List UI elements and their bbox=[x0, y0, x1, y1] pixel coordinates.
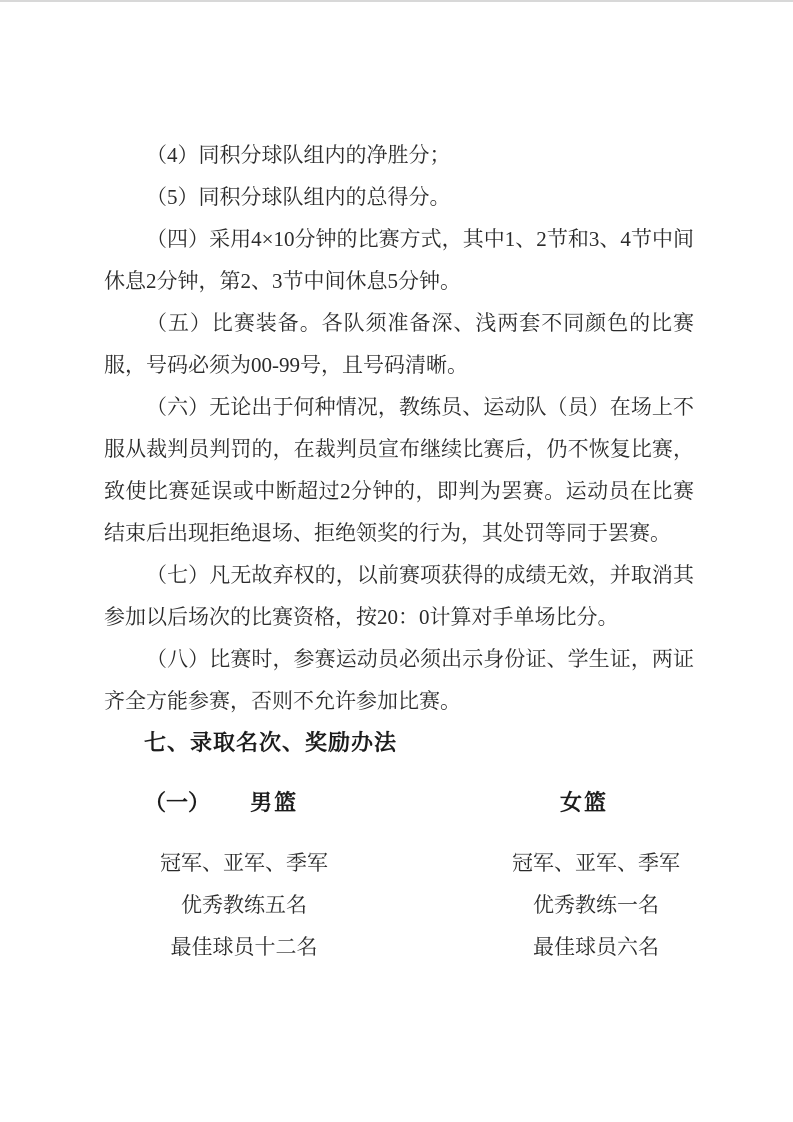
section-heading: 七、录取名次、奖励办法 bbox=[144, 730, 398, 755]
award-title-row bbox=[104, 782, 694, 824]
award-row-coaches bbox=[104, 884, 694, 926]
women-award-champions: 冠军、亚军、季军 bbox=[512, 851, 680, 875]
women-basketball-title: 女篮 bbox=[560, 790, 609, 815]
men-basketball-title: 男篮 bbox=[250, 790, 299, 815]
women-award-best-players: 最佳球员六名 bbox=[533, 935, 659, 959]
women-award-coaches: 优秀教练一名 bbox=[533, 893, 659, 917]
paragraph-item-eight: （八）比赛时，参赛运动员必须出示身份证、学生证，两证齐全方能参赛，否则不允许参加比赛。 bbox=[104, 647, 694, 713]
paragraph-sub-5: （5）同积分球队组内的总得分。 bbox=[146, 185, 451, 209]
paragraph-item-seven: （七）凡无故弃权的，以前赛项获得的成绩无效，并取消其参加以后场次的比赛资格，按20：0计算对手单场比分。 bbox=[104, 563, 694, 629]
paragraph-item-five: （五）比赛装备。各队须准备深、浅两套不同颜色的比赛服，号码必须为00-99号，且号码清晰。 bbox=[104, 311, 694, 377]
men-award-coaches: 优秀教练五名 bbox=[181, 893, 307, 917]
document-content bbox=[104, 134, 694, 968]
award-row-champions bbox=[104, 842, 694, 884]
award-row-best-players bbox=[104, 926, 694, 968]
paragraph-item-six: （六）无论出于何种情况，教练员、运动队（员）在场上不服从裁判员判罚的，在裁判员宣布继续比赛后，仍不恢复比赛，致使比赛延误或中断超过2分钟的，即判为罢赛。运动员在比赛结束后出现拒绝退场、拒绝领奖的行为，其处罚等同于罢赛。 bbox=[104, 395, 694, 545]
award-item-number: （一） bbox=[144, 790, 211, 815]
awards-list bbox=[104, 842, 694, 968]
paragraph-item-four: （四）采用4×10分钟的比赛方式，其中1、2节和3、4节中间休息2分钟，第2、3节中间休息5分钟。 bbox=[104, 227, 694, 293]
men-award-best-players: 最佳球员十二名 bbox=[170, 935, 318, 959]
paragraph-sub-4: （4）同积分球队组内的净胜分； bbox=[146, 143, 451, 167]
page-top-edge bbox=[0, 0, 793, 2]
men-award-champions: 冠军、亚军、季军 bbox=[160, 851, 328, 875]
